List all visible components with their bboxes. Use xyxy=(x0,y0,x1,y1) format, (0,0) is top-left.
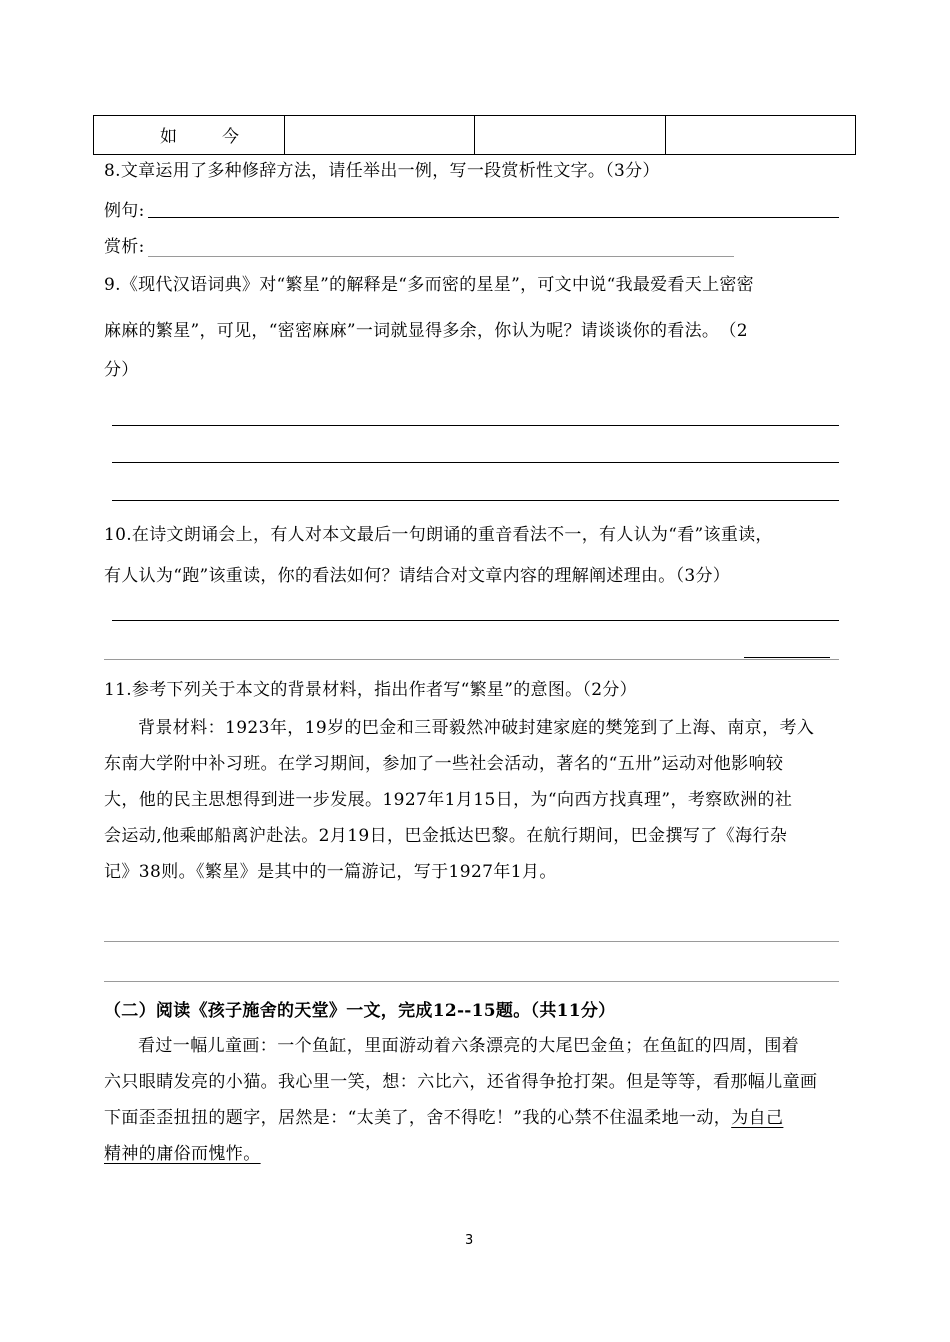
table-row xyxy=(94,116,856,155)
question-10-line-1: 10.在诗文朗诵会上，有人对本文最后一句朗诵的重音看法不一，有人认为“看”该重读， xyxy=(104,525,773,545)
question-9-line-3: 分） xyxy=(104,360,139,380)
background-line-3: 大，他的民主思想得到进一步发展。1927年1月15日，为“向西方找真理”，考察欧洲的社 xyxy=(104,790,793,810)
background-line-2: 东南大学附中补习班。在学习期间，参加了一些社会活动，著名的“五卅”运动对他影响较 xyxy=(104,754,784,774)
section-2-heading: （二）阅读《孩子施舍的天堂》一文，完成12--15题。（共11分） xyxy=(104,1001,616,1021)
table-cell-label xyxy=(94,116,285,155)
analysis-answer-line[interactable] xyxy=(148,256,734,257)
example-label: 例句: xyxy=(104,201,145,221)
underlined-phrase-part-1: 为自己 xyxy=(731,1108,784,1128)
question-8: 8.文章运用了多种修辞方法，请任举出一例，写一段赏析性文字。（3分） xyxy=(104,161,660,181)
answer-line-segment xyxy=(744,657,830,658)
question-9-line-1: 9.《现代汉语词典》对“繁星”的解释是“多而密的星星”，可文中说“我最爱看天上密密 xyxy=(104,275,754,295)
underlined-phrase-part-2: 精神的庸俗而愧怍。 xyxy=(104,1144,261,1164)
passage-line-2: 六只眼睛发亮的小猫。我心里一笑，想：六比六，还省得争抢打架。但是等等，看那幅儿童画 xyxy=(104,1072,818,1092)
answer-table xyxy=(93,115,856,155)
background-line-4: 会运动,他乘邮船离沪赴法。2月19日，巴金抵达巴黎。在航行期间，巴金撰写了《海行杂 xyxy=(104,826,788,846)
answer-line[interactable] xyxy=(112,462,839,463)
answer-line[interactable] xyxy=(112,500,839,501)
answer-line[interactable] xyxy=(104,659,839,660)
section-2-passage xyxy=(104,1028,850,1172)
row-label: 如 今 xyxy=(160,127,253,147)
background-line-1: 背景材料：1923年，19岁的巴金和三哥毅然冲破封建家庭的樊笼到了上海、南京，考入 xyxy=(138,718,815,738)
page-number: 3 xyxy=(465,1233,474,1248)
table-cell-answer-3[interactable] xyxy=(665,116,856,155)
table-cell-answer-2[interactable] xyxy=(475,116,666,155)
answer-line[interactable] xyxy=(112,425,839,426)
question-10-line-2: 有人认为“跑”该重读，你的看法如何？请结合对文章内容的理解阐述理由。（3分） xyxy=(104,566,731,586)
passage-line-3: 下面歪歪扭扭的题字，居然是：“太美了，舍不得吃！”我的心禁不住温柔地一动， xyxy=(104,1108,732,1128)
passage-line-1: 看过一幅儿童画：一个鱼缸，里面游动着六条漂亮的大尾巴金鱼；在鱼缸的四周，围着 xyxy=(138,1036,800,1056)
question-11: 11.参考下列关于本文的背景材料，指出作者写“繁星”的意图。（2分） xyxy=(104,680,637,700)
background-material xyxy=(104,710,850,890)
analysis-label: 赏析: xyxy=(104,237,145,257)
answer-line[interactable] xyxy=(104,981,839,982)
answer-line[interactable] xyxy=(112,620,839,621)
question-9-line-2: 麻麻的繁星”，可见，“密密麻麻”一词就显得多余，你认为呢？请谈谈你的看法。 （2 xyxy=(104,321,748,341)
background-line-5: 记》38则。《繁星》是其中的一篇游记，写于1927年1月。 xyxy=(104,862,557,882)
table-cell-answer-1[interactable] xyxy=(284,116,475,155)
answer-line[interactable] xyxy=(104,941,839,942)
example-answer-line[interactable] xyxy=(148,217,839,218)
